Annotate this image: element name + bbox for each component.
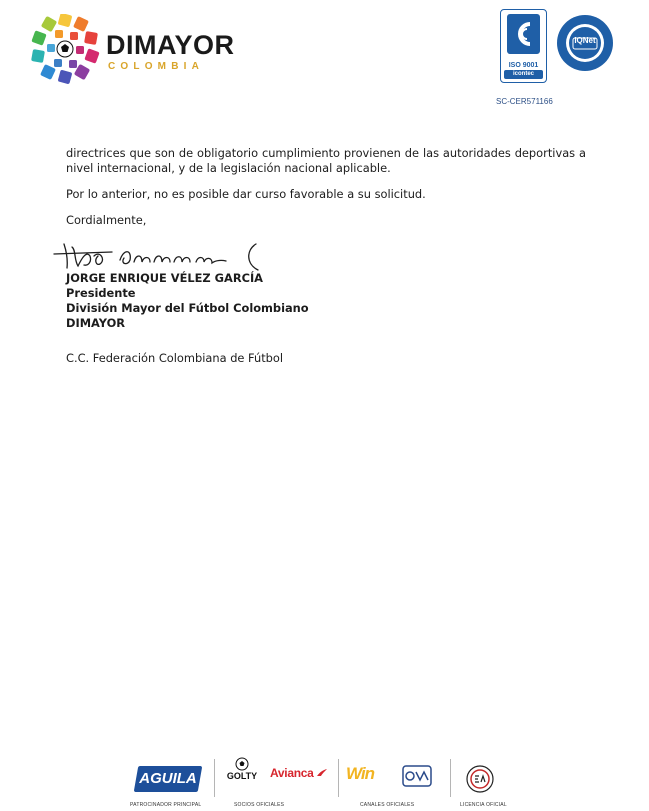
signer-name: JORGE ENRIQUE VÉLEZ GARCÍA	[66, 271, 264, 285]
golty-ball-icon	[235, 757, 249, 771]
caption-official-partners: SOCIOS OFICIALES	[234, 802, 285, 808]
signer-title: Presidente	[66, 286, 136, 300]
closing: Cordialmente,	[66, 213, 147, 227]
golty-label: GOLTY	[226, 771, 258, 781]
caption-official-channels: CANALES OFICIALES	[360, 802, 415, 808]
avianca-bird-icon	[316, 768, 328, 777]
signer-acronym: DIMAYOR	[66, 316, 126, 330]
avianca-logo: Avianca	[270, 766, 314, 780]
aguila-label: AGUILA	[139, 770, 197, 787]
divider	[214, 759, 215, 797]
dimayor-flower-icon	[30, 14, 100, 84]
brand-subtitle: COLOMBIA	[108, 61, 205, 72]
icontec-label: icontec	[504, 70, 543, 79]
aguila-logo	[134, 766, 203, 792]
handwritten-signature	[50, 236, 280, 276]
brand-name: DIMAYOR	[106, 30, 235, 60]
rcn-logo-icon	[402, 765, 432, 787]
golty-logo	[222, 757, 262, 781]
dimayor-logo	[30, 10, 235, 84]
letter-body	[66, 146, 586, 228]
ea-sports-logo-icon	[466, 765, 494, 793]
signer-organization: División Mayor del Fútbol Colombiano	[66, 301, 309, 315]
iso-label: ISO 9001	[508, 62, 539, 69]
caption-main-sponsor: PATROCINADOR PRINCIPAL	[130, 802, 202, 808]
iqnet-label: IQNet	[574, 36, 596, 45]
paragraph-2: Por lo anterior, no es posible dar curso favorable a su solicitud.	[66, 187, 426, 201]
sponsors-footer	[120, 753, 530, 811]
divider	[450, 759, 451, 797]
iqnet-seal	[556, 14, 614, 72]
icontec-c-icon	[507, 14, 540, 54]
signer-block	[66, 271, 309, 331]
cc-line: C.C. Federación Colombiana de Fútbol	[66, 351, 284, 365]
divider	[338, 759, 339, 797]
paragraph-1: directrices que son de obligatorio cumplimiento provienen de las autoridades deportivas a nivel internacional, y de la legislación nacional aplicable.	[66, 146, 586, 175]
win-sports-logo: Win	[346, 764, 375, 783]
iso-certification-badge	[500, 9, 547, 83]
certificate-code: SC-CER571166	[496, 97, 553, 106]
caption-official-license: LICENCIA OFICIAL	[460, 802, 507, 808]
